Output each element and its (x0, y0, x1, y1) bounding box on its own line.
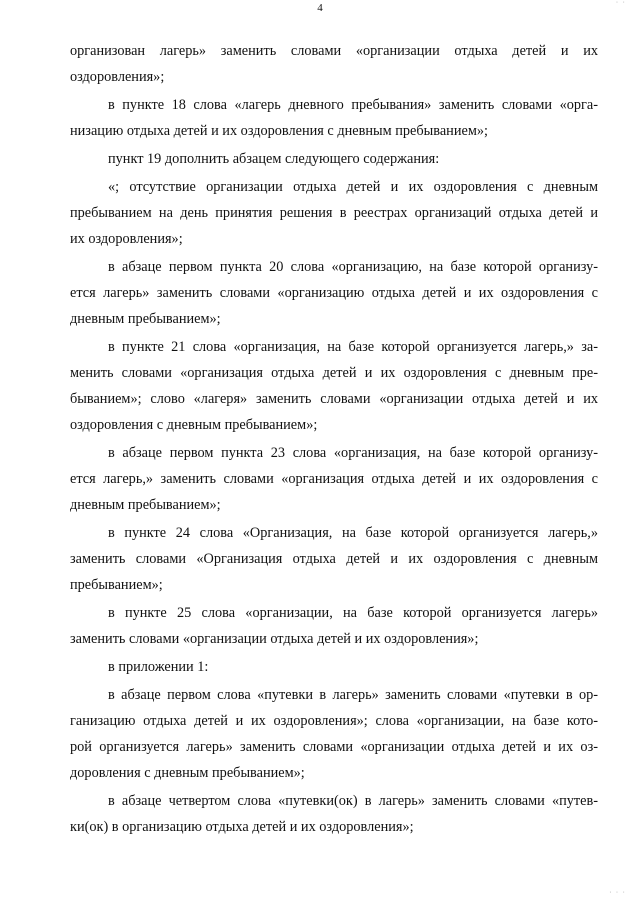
text-line: ется лагерь» заменить словами «организацию отдыха детей и их оздоровления с (70, 285, 598, 301)
text-line: ки(ок) в организацию отдыха детей и их оздоровления»; (70, 819, 414, 835)
text-line: в пункте 21 слова «организация, на базе которой организуется лагерь,» за- (108, 339, 598, 355)
text-line: заменить словами «Организация отдыха детей и их оздоровления с дневным (70, 551, 598, 567)
text-line: дневным пребыванием»; (70, 311, 221, 327)
text-line: оздоровления»; (70, 69, 165, 85)
paragraph (70, 254, 598, 332)
paragraph (70, 654, 598, 680)
text-line: в пункте 25 слова «организации, на базе которой организуется лагерь» (108, 605, 598, 621)
page-number: 4 (317, 2, 323, 14)
text-line: низацию отдыха детей и их оздоровления с дневным пребыванием»; (70, 123, 488, 139)
paragraph (70, 788, 598, 840)
text-line: доровления с дневным пребыванием»; (70, 765, 305, 781)
text-line: в пункте 18 слова «лагерь дневного пребывания» заменить словами «орга- (108, 97, 598, 113)
text-line: дневным пребыванием»; (70, 497, 221, 513)
text-line: их оздоровления»; (70, 231, 183, 247)
text-line: менить словами «организация отдыха детей и их оздоровления с дневным пре- (70, 365, 598, 381)
text-line: «; отсутствие организации отдыха детей и их оздоровления с дневным (108, 179, 598, 195)
text-line: пункт 19 дополнить абзацем следующего содержания: (108, 151, 440, 167)
paragraph (70, 520, 598, 598)
paragraph (70, 146, 598, 172)
text-line: в абзаце первом слова «путевки в лагерь» заменить словами «путевки в ор- (108, 687, 598, 703)
scan-mark-bottom: ˙ ˙ ˙ (609, 890, 626, 899)
text-line: в абзаце первом пункта 23 слова «организация, на базе которой организу- (108, 445, 598, 461)
text-line: организован лагерь» заменить словами «организации отдыха детей и их (70, 43, 598, 59)
paragraph (70, 682, 598, 786)
document-body (70, 38, 598, 842)
text-line: в пункте 24 слова «Организация, на базе которой организуется лагерь,» (108, 525, 598, 541)
text-line: в абзаце четвертом слова «путевки(ок) в лагерь» заменить словами «путев- (108, 793, 598, 809)
text-line: быванием»; слово «лагеря» заменить словами «организации отдыха детей и их (70, 391, 598, 407)
paragraph (70, 174, 598, 252)
text-line: в абзаце первом пункта 20 слова «организацию, на базе которой организу- (108, 259, 598, 275)
scan-mark-top: ˙ ˙ (615, 0, 626, 9)
paragraph (70, 38, 598, 90)
paragraph (70, 600, 598, 652)
text-line: оздоровления с дневным пребыванием»; (70, 417, 318, 433)
text-line: пребыванием на день принятия решения в реестрах организаций отдыха детей и (70, 205, 598, 221)
text-line: ется лагерь,» заменить словами «организация отдыха детей и их оздоровления с (70, 471, 598, 487)
paragraph (70, 334, 598, 438)
paragraph (70, 92, 598, 144)
text-line: пребыванием»; (70, 577, 163, 593)
paragraph (70, 440, 598, 518)
text-line: в приложении 1: (108, 659, 209, 675)
text-line: рой организуется лагерь» заменить словами «организации отдыха детей и их оз- (70, 739, 598, 755)
text-line: ганизацию отдыха детей и их оздоровления»; слова «организации, на базе кото- (70, 713, 598, 729)
text-line: заменить словами «организации отдыха детей и их оздоровления»; (70, 631, 479, 647)
